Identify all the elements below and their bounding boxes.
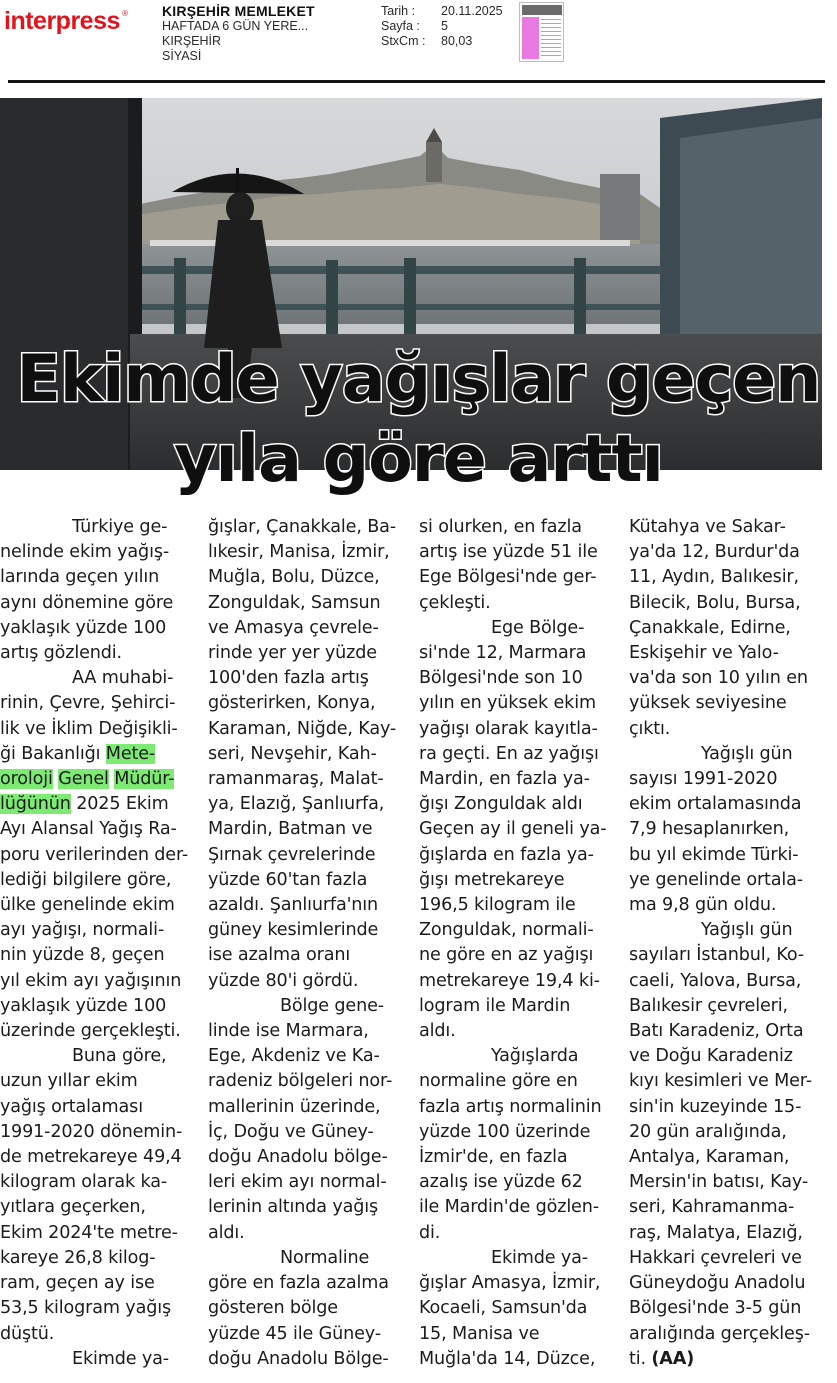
article-column-3 [419, 515, 615, 1372]
text-line: yıl ekim ayı yağışının [0, 970, 182, 991]
text-line: Ayı Alansal Yağış Ra- [0, 819, 177, 840]
text-line: bu yıl ekimde Türki- [629, 844, 799, 865]
text-line: ülke genelinde ekim [0, 895, 175, 916]
text-line: sayıları İstanbul, Ko- [629, 945, 805, 966]
text-line: metrekareye 19,4 ki- [419, 970, 600, 991]
text-line: lerinin altında yağış [208, 1197, 379, 1218]
text-line: sin'in kuzeyinde 15- [629, 1096, 802, 1117]
text-line: ra geçti. En az yağışı [419, 743, 599, 764]
text-line: Geçen ay il geneli ya- [419, 819, 607, 840]
text-line: azaldı. Şanlıurfa'nın [208, 895, 379, 916]
text-line: 7,9 hesaplanırken, [629, 819, 790, 840]
text-line: ğışı Zonguldak aldı [419, 794, 583, 815]
text-line: güney kesimlerinde [208, 920, 379, 941]
article-column-2 [208, 515, 404, 1372]
text-line: Karaman, Niğde, Kay- [208, 718, 397, 739]
text-line: Yağışlı gün [701, 920, 793, 941]
text-line: si olurken, en fazla [419, 517, 582, 537]
text-line: 11, Aydın, Balıkesir, [629, 567, 799, 588]
text-line: yüksek seviyesine [629, 693, 787, 714]
text-line [629, 1347, 825, 1372]
text-line: ğışlar Amasya, İzmir, [419, 1273, 601, 1294]
text-line: ekim ortalamasında [629, 794, 802, 815]
text-fragment: ği Bakanlığı [0, 743, 106, 764]
text-line: ye genelinde ortala- [629, 869, 804, 890]
page-label: Sayfa : [381, 19, 420, 33]
text-line: Balıkesir çevreleri, [629, 995, 788, 1016]
text-line: Bölgesi'nde son 10 [419, 668, 583, 689]
date-row [381, 4, 521, 19]
text-line: Bilecik, Bolu, Bursa, [629, 592, 801, 613]
text-line: ile Mardin'de gözlen- [419, 1197, 599, 1218]
text-line: di. [419, 1222, 441, 1243]
text-line: si'nde 12, Marmara [419, 643, 587, 664]
logo-registered-mark: ® [122, 9, 128, 18]
highlighted-term: Mete- [105, 743, 156, 764]
thumbnail-photo [522, 5, 562, 15]
text-line [0, 767, 196, 792]
text-line: Batı Karadeniz, Orta [629, 1021, 804, 1042]
text-line: Hakkari çevreleri ve [629, 1247, 802, 1268]
highlighted-term: Genel [58, 769, 109, 790]
text-line: lıkesir, Manisa, İzmir, [208, 542, 390, 563]
text-line: düştü. [0, 1323, 55, 1344]
thumbnail-highlight [522, 17, 539, 59]
text-line: doğu Anadolu Bölge- [208, 1348, 389, 1369]
text-line: aralığında gerçekleş- [629, 1323, 810, 1344]
text-line: Mersin'in batısı, Kay- [629, 1172, 809, 1193]
text-line: ğışı metrekareye [419, 869, 565, 890]
text-line: 20 gün aralığında, [629, 1121, 787, 1142]
page-thumbnail[interactable] [519, 2, 564, 62]
text-line: çıktı. [629, 718, 671, 739]
text-line: yağışı olarak kayıtla- [419, 718, 598, 739]
text-line: mallerinin üzerinde, [208, 1096, 381, 1117]
text-line: yaklaşık yüzde 100 [0, 995, 167, 1016]
text-line: larında geçen yılın [0, 567, 160, 588]
text-line: poru verilerinden der- [0, 844, 189, 865]
text-line: ğışlar, Çanakkale, Ba- [208, 517, 396, 537]
text-line: 1991-2020 dönemin- [0, 1121, 183, 1142]
text-line: Ekim 2024'te metre- [0, 1222, 178, 1243]
text-fragment: 2025 Ekim [70, 794, 169, 815]
stxcm-label: StxCm : [381, 34, 426, 48]
article-headline [0, 340, 837, 500]
text-line: aldı. [208, 1222, 245, 1243]
page-row [381, 19, 521, 34]
text-line: Çanakkale, Edirne, [629, 617, 791, 638]
text-line: Yağışlarda [491, 1046, 579, 1067]
text-line: aldı. [419, 1021, 456, 1042]
text-line: doğu Anadolu bölge- [208, 1147, 388, 1168]
text-line: Muğla, Bolu, Düzce, [208, 567, 380, 588]
text-line: nelinde ekim yağış- [0, 542, 170, 563]
text-line: seri, Nevşehir, Kah- [208, 743, 377, 764]
article-column-4 [629, 515, 825, 1372]
text-line: Ege Bölge- [491, 617, 585, 638]
text-line: Normaline [280, 1247, 370, 1268]
text-line: yüzde 60'tan fazla [208, 869, 368, 890]
text-line: uzun yıllar ekim [0, 1071, 138, 1092]
text-line: nin yüzde 8, geçen [0, 945, 165, 966]
text-line: üzerinde gerçekleşti. [0, 1021, 181, 1042]
text-line: ya'da 12, Burdur'da [629, 542, 800, 563]
date-label: Tarih : [381, 4, 416, 18]
text-line: leri ekim ayı normal- [208, 1172, 387, 1193]
text-line: kıyı kesimleri ve Mer- [629, 1071, 812, 1092]
clipping-meta [381, 4, 521, 49]
text-line: Bölge gene- [280, 995, 384, 1016]
text-line: Yağışlı gün [701, 743, 793, 764]
text-line: rinde yer yer yüzde [208, 643, 377, 664]
text-line: normaline göre en [419, 1071, 578, 1092]
text-line: aynı dönemine göre [0, 592, 174, 613]
text-line: 15, Manisa ve [419, 1323, 540, 1344]
text-line: ma 9,8 gün oldu. [629, 895, 777, 916]
text-line: yağış ortalaması [0, 1096, 143, 1117]
text-line: kareye 26,8 kilog- [0, 1247, 156, 1268]
text-line: gösterirken, Konya, [208, 693, 376, 714]
text-line: Kocaeli, Samsun'da [419, 1298, 588, 1319]
text-line: va'da son 10 yılın en [629, 668, 808, 689]
text-line: caeli, Yalova, Bursa, [629, 970, 802, 991]
publication-city: KIRŞEHİR [162, 34, 222, 48]
text-line: ya, Elazığ, Şanlıurfa, [208, 794, 385, 815]
text-line: Zonguldak, Samsun [208, 592, 381, 613]
text-line: çekleşti. [419, 592, 491, 613]
text-line: 53,5 kilogram yağış [0, 1298, 171, 1319]
publication-name: KIRŞEHİR MEMLEKET [162, 4, 315, 19]
text-line: ve Doğu Karadeniz [629, 1046, 793, 1067]
text-line: 196,5 kilogram ile [419, 895, 576, 916]
text-line: Antalya, Karaman, [629, 1147, 790, 1168]
publication-info [162, 4, 367, 64]
text-line: ve Amasya çevrele- [208, 617, 379, 638]
headline-line-1: Ekimde yağışlar geçen [16, 342, 821, 417]
source-credit: (AA) [651, 1348, 695, 1369]
text-line: Şırnak çevrelerinde [208, 844, 376, 865]
text-line [0, 792, 196, 817]
text-line: raş, Malatya, Elazığ, [629, 1222, 803, 1243]
text-line: Kütahya ve Sakar- [629, 517, 786, 537]
text-line: Ekimde ya- [72, 1348, 169, 1369]
text-line: ayı yağışı, normali- [0, 920, 165, 941]
text-line: yüzde 100 üzerinde [419, 1121, 591, 1142]
text-line: ram, geçen ay ise [0, 1273, 155, 1294]
text-line: 100'den fazla artış [208, 668, 369, 689]
text-line: lediği bilgilere göre, [0, 869, 172, 890]
text-line: yaklaşık yüzde 100 [0, 617, 167, 638]
text-line: Bölgesi'nde 3-5 gün [629, 1298, 802, 1319]
text-line [0, 742, 196, 767]
text-line: Zonguldak, normali- [419, 920, 594, 941]
publication-frequency: HAFTADA 6 GÜN YERE... [162, 19, 309, 33]
stxcm-value: 80,03 [441, 34, 473, 48]
text-line: yılın en yüksek ekim [419, 693, 596, 714]
highlighted-term: oroloji [0, 769, 53, 790]
headline-line-2: yıla göre arttı [174, 422, 663, 497]
text-line: artış ise yüzde 51 ile [419, 542, 598, 563]
text-line: Muğla'da 14, Düzce, [419, 1348, 596, 1369]
text-line: ğışlarda en fazla ya- [419, 844, 594, 865]
text-line: yüzde 45 ile Güney- [208, 1323, 381, 1344]
text-line: logram ile Mardin [419, 995, 571, 1016]
text-line: ne göre en az yağışı [419, 945, 594, 966]
text-line: Eskişehir ve Yalo- [629, 643, 779, 664]
text-line: Güneydoğu Anadolu [629, 1273, 806, 1294]
text-line: yüzde 80'i gördü. [208, 970, 359, 991]
text-line: azalış ise yüzde 62 [419, 1172, 583, 1193]
text-line: AA muhabi- [72, 668, 174, 689]
text-line: Türkiye ge- [72, 517, 168, 537]
text-line: seri, Kahramanma- [629, 1197, 795, 1218]
text-line: göre en fazla azalma [208, 1273, 389, 1294]
text-line: radeniz bölgeleri nor- [208, 1071, 393, 1092]
text-line: kilogram olarak ka- [0, 1172, 168, 1193]
publication-category: SİYASİ [162, 49, 202, 63]
text-line: Ege Bölgesi'nde ger- [419, 567, 597, 588]
text-line: fazla artış normalinin [419, 1096, 602, 1117]
text-line: artış gözlendi. [0, 643, 122, 664]
date-value: 20.11.2025 [441, 4, 503, 18]
text-line: Mardin, en fazla ya- [419, 769, 590, 790]
text-line: Ekimde ya- [491, 1247, 588, 1268]
highlighted-term: lüğünün [0, 794, 71, 815]
interpress-logo [4, 6, 128, 40]
text-line: Mardin, Batman ve [208, 819, 373, 840]
page-value: 5 [441, 19, 448, 33]
text-line: Ege, Akdeniz ve Ka- [208, 1046, 380, 1067]
article-column-1 [0, 515, 196, 1372]
text-fragment: ti. [629, 1348, 652, 1369]
text-line: lik ve İklim Değişikli- [0, 718, 178, 739]
highlighted-term: Müdür- [114, 769, 175, 790]
text-line: gösteren bölge [208, 1298, 338, 1319]
header-divider [8, 80, 825, 83]
text-line: İzmir'de, en fazla [419, 1147, 568, 1168]
stxcm-row [381, 34, 521, 49]
text-line: sayısı 1991-2020 [629, 769, 778, 790]
logo-wordmark: interpress [4, 7, 120, 35]
text-line: ise azalma oranı [208, 945, 351, 966]
text-line: rinin, Çevre, Şehirci- [0, 693, 176, 714]
text-line: ramanmaraş, Malat- [208, 769, 384, 790]
text-line: yıtlara geçerken, [0, 1197, 146, 1218]
text-line: Buna göre, [72, 1046, 167, 1067]
text-line: İç, Doğu ve Güney- [208, 1121, 374, 1142]
text-line: de metrekareye 49,4 [0, 1147, 182, 1168]
text-line: linde ise Marmara, [208, 1021, 369, 1042]
